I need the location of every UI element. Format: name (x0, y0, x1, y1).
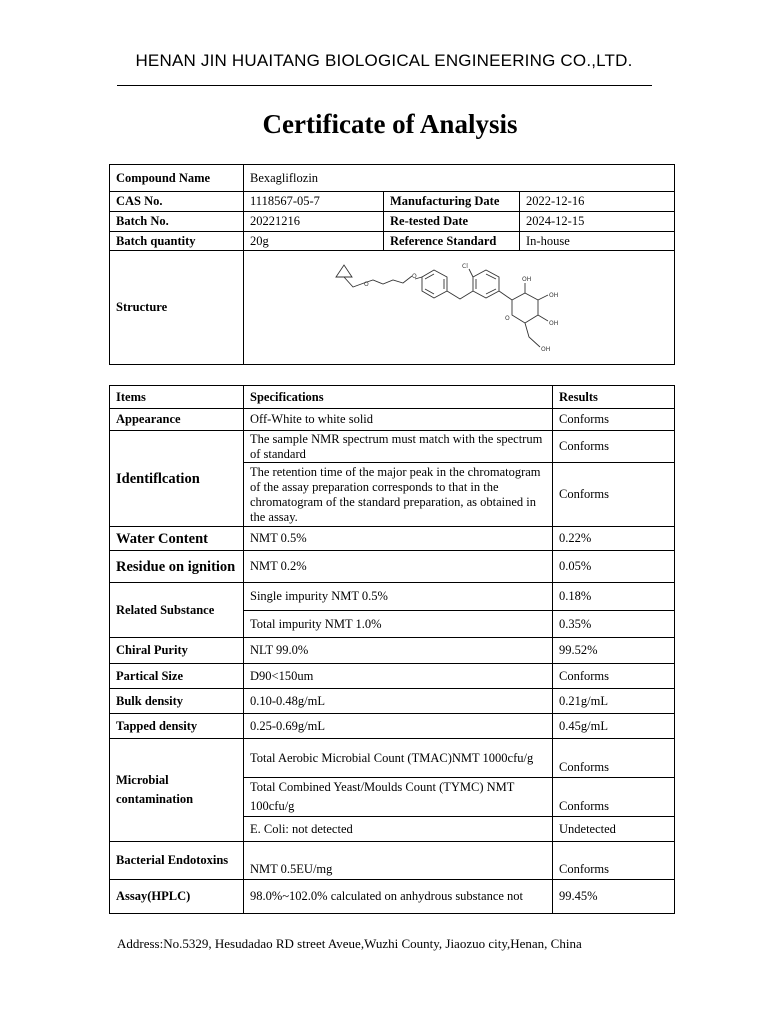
quantity-label: Batch quantity (110, 232, 244, 251)
structure-row (110, 251, 675, 365)
specifications-table (109, 385, 675, 914)
batch-label: Batch No. (110, 212, 244, 232)
appearance-spec: Off-White to white solid (244, 409, 553, 431)
product-info-table (109, 164, 675, 365)
table-row (110, 842, 675, 880)
results-header: Results (553, 386, 675, 409)
related-substance-result-1: 0.18% (553, 583, 675, 611)
header-rule (117, 85, 652, 86)
table-row (110, 527, 675, 551)
chiral-purity-item: Chiral Purity (110, 638, 244, 664)
structure-cell (244, 251, 675, 365)
tapped-density-item: Tapped density (110, 714, 244, 739)
bulk-density-item: Bulk density (110, 689, 244, 714)
aryl-sugar-bond (499, 291, 512, 300)
identification-item: Identiflcation (110, 431, 244, 527)
water-content-spec: NMT 0.5% (244, 527, 553, 551)
compound-label: Compound Name (110, 165, 244, 192)
related-substance-item: Related Substance (110, 583, 244, 638)
company-name: HENAN JIN HUAITANG BIOLOGICAL ENGINEERING CO.,LTD. (135, 51, 633, 70)
table-row (110, 431, 675, 463)
identification-result-1: Conforms (553, 431, 675, 463)
tapped-density-spec: 0.25-0.69g/mL (244, 714, 553, 739)
assay-result: 99.45% (553, 880, 675, 914)
chemical-structure-image (326, 253, 596, 363)
chlorine-atom: Cl (462, 262, 468, 270)
document-title: Certificate of Analysis (262, 109, 518, 139)
glucose-ring (512, 293, 538, 323)
endotoxins-result: Conforms (553, 842, 675, 880)
assay-spec: 98.0%~102.0% calculated on anhydrous substance not (244, 880, 553, 914)
table-row (110, 638, 675, 664)
table-row (110, 714, 675, 739)
hydroxyl-2: OH (549, 291, 559, 299)
batch-value: 20221216 (244, 212, 384, 232)
particle-size-result: Conforms (553, 664, 675, 689)
compound-value: Bexagliflozin (244, 165, 675, 192)
ether-chain (344, 276, 412, 287)
cas-label: CAS No. (110, 192, 244, 212)
table-row (110, 689, 675, 714)
hydroxyl-3: OH (549, 319, 559, 327)
ether-oxygen-2: O (412, 272, 417, 280)
items-header: Items (110, 386, 244, 409)
water-content-result: 0.22% (553, 527, 675, 551)
methylene-bridge (447, 291, 473, 299)
microbial-item: Microbial contamination (110, 739, 244, 842)
manufacturing-date-value: 2022-12-16 (520, 192, 675, 212)
quantity-value: 20g (244, 232, 384, 251)
batch-row (110, 212, 675, 232)
tapped-density-result: 0.45g/mL (553, 714, 675, 739)
retest-date-value: 2024-12-15 (520, 212, 675, 232)
ether-oxygen-1: O (364, 280, 369, 288)
related-substance-spec-2: Total impurity NMT 1.0% (244, 611, 553, 638)
table-row (110, 551, 675, 583)
reference-standard-value: In-house (520, 232, 675, 251)
oh-bond-3 (538, 315, 548, 321)
hydroxymethyl-chain (525, 323, 540, 347)
microbial-result-2: Conforms (553, 778, 675, 817)
oh-bond-2 (538, 295, 548, 300)
table-row (110, 664, 675, 689)
residue-spec: NMT 0.2% (244, 551, 553, 583)
quantity-row (110, 232, 675, 251)
microbial-spec-3: E. Coli: not detected (244, 817, 553, 842)
chloro-bond (469, 269, 473, 277)
cyclopropyl-ring (336, 265, 352, 277)
particle-size-item: Partical Size (110, 664, 244, 689)
structure-label: Structure (110, 251, 244, 365)
related-substance-spec-1: Single impurity NMT 0.5% (244, 583, 553, 611)
table-header-row (110, 386, 675, 409)
specifications-header: Specifications (244, 386, 553, 409)
assay-item: Assay(HPLC) (110, 880, 244, 914)
cas-value: 1118567-05-7 (244, 192, 384, 212)
microbial-result-1: Conforms (553, 739, 675, 778)
identification-result-2: Conforms (553, 463, 675, 527)
endotoxins-item: Bacterial Endotoxins (110, 842, 244, 880)
microbial-spec-2: Total Combined Yeast/Moulds Count (TYMC) NMT 100cfu/g (244, 778, 553, 817)
microbial-result-3: Undetected (553, 817, 675, 842)
endotoxins-spec: NMT 0.5EU/mg (244, 842, 553, 880)
table-row (110, 409, 675, 431)
identification-spec-1: The sample NMR spectrum must match with the spectrum of standard (244, 431, 553, 463)
bulk-density-result: 0.21g/mL (553, 689, 675, 714)
residue-item: Residue on ignition (110, 551, 244, 583)
bulk-density-spec: 0.10-0.48g/mL (244, 689, 553, 714)
appearance-item: Appearance (110, 409, 244, 431)
table-row (110, 583, 675, 611)
particle-size-spec: D90<150um (244, 664, 553, 689)
reference-standard-label: Reference Standard (384, 232, 520, 251)
water-content-item: Water Content (110, 527, 244, 551)
compound-row (110, 165, 675, 192)
retest-date-label: Re-tested Date (384, 212, 520, 232)
manufacturing-date-label: Manufacturing Date (384, 192, 520, 212)
residue-result: 0.05% (553, 551, 675, 583)
appearance-result: Conforms (553, 409, 675, 431)
chiral-purity-spec: NLT 99.0% (244, 638, 553, 664)
related-substance-result-2: 0.35% (553, 611, 675, 638)
cas-row (110, 192, 675, 212)
company-address: Address:No.5329, Hesudadao RD street Aveue,Wuzhi County, Jiaozuo city,Henan, China (117, 936, 582, 951)
table-row (110, 739, 675, 778)
ring-oxygen: O (505, 314, 510, 322)
identification-spec-2: The retention time of the major peak in the chromatogram of the assay preparation corresponds to that in the chromatogram of the standard preparation, as obtained in the assay. (244, 463, 553, 527)
hydroxyl-4: OH (541, 345, 551, 353)
microbial-spec-1: Total Aerobic Microbial Count (TMAC)NMT 1000cfu/g (244, 739, 553, 778)
hydroxyl-1: OH (522, 275, 532, 283)
table-row (110, 880, 675, 914)
benzene-ring-1 (422, 270, 447, 298)
chiral-purity-result: 99.52% (553, 638, 675, 664)
